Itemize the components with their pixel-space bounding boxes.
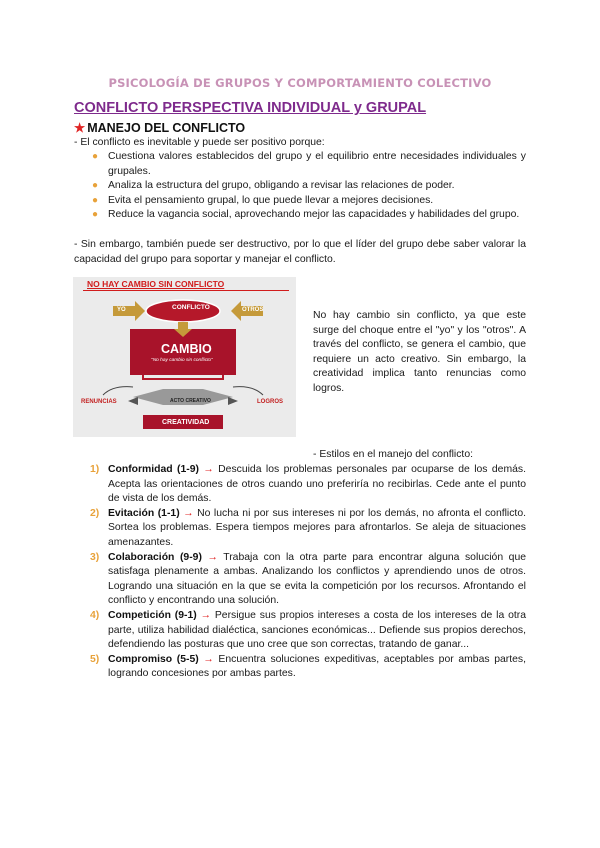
style-description: Descuida los problemas personales par ocuparse de los demás. Acepta las orientaciones de otros cuando uno preferiría no recibirlas. Cede ante el punto de vista de los demás. xyxy=(108,464,526,505)
arrow-icon: → xyxy=(201,551,224,563)
list-item-text: Evita el pensamiento grupal, lo que puede llevar a mejores decisiones. xyxy=(108,194,434,206)
list-item-text: Reduce la vagancia social, aprovechando mejor las capacidades y habilidades del grupo. xyxy=(108,209,520,221)
renuncias-label: RENUNCIAS xyxy=(81,399,117,405)
bullet-icon: ● xyxy=(92,194,99,206)
cambio-label: CAMBIO xyxy=(161,342,212,356)
bullet-icon: ● xyxy=(92,151,99,162)
arrow-icon: → xyxy=(179,507,198,519)
style-description: Encuentra soluciones expeditivas, aceptables por ambas partes, logrando concesiones por ambas partes. xyxy=(108,653,526,680)
logros-label: LOGROS xyxy=(257,399,284,405)
style-description: Persigue sus propios intereses a costa de los intereses de la otra parte, utiliza habilidad dialéctica, sanciones económicas... Defiende sus propios derechos, defendiendo las posturas que uno cree que son correctas, tratando de ganar... xyxy=(108,609,527,651)
star-icon: ★ xyxy=(74,121,86,135)
subsection-title xyxy=(74,120,245,135)
item-number: 4) xyxy=(90,609,100,621)
style-name: Conformidad (1-9) xyxy=(108,464,199,475)
list-item xyxy=(90,194,526,209)
bullet-icon: ● xyxy=(92,180,99,192)
list-item xyxy=(90,609,526,653)
subsection-title-text: MANEJO DEL CONFLICTO xyxy=(87,121,246,135)
otros-label: OTROS xyxy=(242,307,264,313)
list-item xyxy=(90,551,526,609)
arrow-icon: → xyxy=(198,653,219,665)
estilos-intro: - Estilos en el manejo del conflicto: xyxy=(313,449,473,460)
diagram-graphics xyxy=(73,277,296,437)
bullet-icon: ● xyxy=(92,209,99,221)
list-item xyxy=(90,507,526,551)
conflict-styles-list xyxy=(90,463,526,682)
style-description: No lucha ni por sus intereses ni por los demás, no afronta el conflicto. Sortea los problemas. Espera tiempos mejores para afrontarlos. Se aleja de situaciones amenazantes. xyxy=(108,507,526,548)
cambio-sublabel: "No hay cambio sin conflicto" xyxy=(151,358,213,363)
list-item-text: Cuestiona valores establecidos del grupo y el equilibrio entre necesidades individuales y grupales. xyxy=(108,151,526,177)
acto-creativo-label: ACTO CREATIVO xyxy=(170,398,211,404)
conflict-change-diagram xyxy=(73,277,296,437)
title-underline xyxy=(83,290,289,291)
section-title: CONFLICTO PERSPECTIVA INDIVIDUAL y GRUPAL xyxy=(74,100,427,116)
item-number: 1) xyxy=(90,464,100,475)
style-name: Evitación (1-1) xyxy=(108,507,180,519)
document-header: PSICOLOGÍA DE GRUPOS Y COMPORTAMIENTO COLECTIVO xyxy=(108,76,492,90)
creatividad-label: CREATIVIDAD xyxy=(162,419,210,426)
item-number: 2) xyxy=(90,507,100,519)
list-item xyxy=(90,463,526,507)
diagram-title: NO HAY CAMBIO SIN CONFLICTO xyxy=(87,279,225,289)
list-item xyxy=(90,653,526,682)
list-item xyxy=(90,179,526,194)
list-item xyxy=(90,150,526,179)
item-number: 5) xyxy=(90,653,100,665)
conflicto-label: CONFLICTO xyxy=(172,304,210,311)
destructive-paragraph: - Sin embargo, también puede ser destructivo, por lo que el líder del grupo debe saber valorar la capacidad del grupo para soportar y manejar el conflicto. xyxy=(74,239,526,265)
style-name: Colaboración (9-9) xyxy=(108,551,202,563)
intro-text: - El conflicto es inevitable y puede ser positivo porque: xyxy=(74,137,325,148)
arrow-icon: → xyxy=(198,464,219,475)
item-number: 3) xyxy=(90,551,100,563)
arrow-icon: → xyxy=(196,609,215,621)
style-name: Compromiso (5-5) xyxy=(108,653,199,665)
positive-reasons-list xyxy=(90,150,526,223)
style-name: Competición (9-1) xyxy=(108,609,197,621)
list-item-text: Analiza la estructura del grupo, obligando a revisar las relaciones de poder. xyxy=(108,180,455,192)
yo-label: YO xyxy=(117,307,126,313)
diagram-explanation: No hay cambio sin conflicto, ya que este surge del choque entre el "yo" y los "otros". A través del conflicto, se genera el cambio, que requiere un acto creativo. Sin embargo, la creatividad implica tanto renuncias como logros. xyxy=(313,310,526,394)
style-description: Trabaja con la otra parte para encontrar alguna solución que satisfaga plenamente a ambas. Analizando los conflictos y aprendiendo unos de otros. Logrando una situación en la que se evita la competición por los recursos. Afrontando el conflicto y encontrando una solución. xyxy=(108,551,526,607)
list-item xyxy=(90,208,526,223)
